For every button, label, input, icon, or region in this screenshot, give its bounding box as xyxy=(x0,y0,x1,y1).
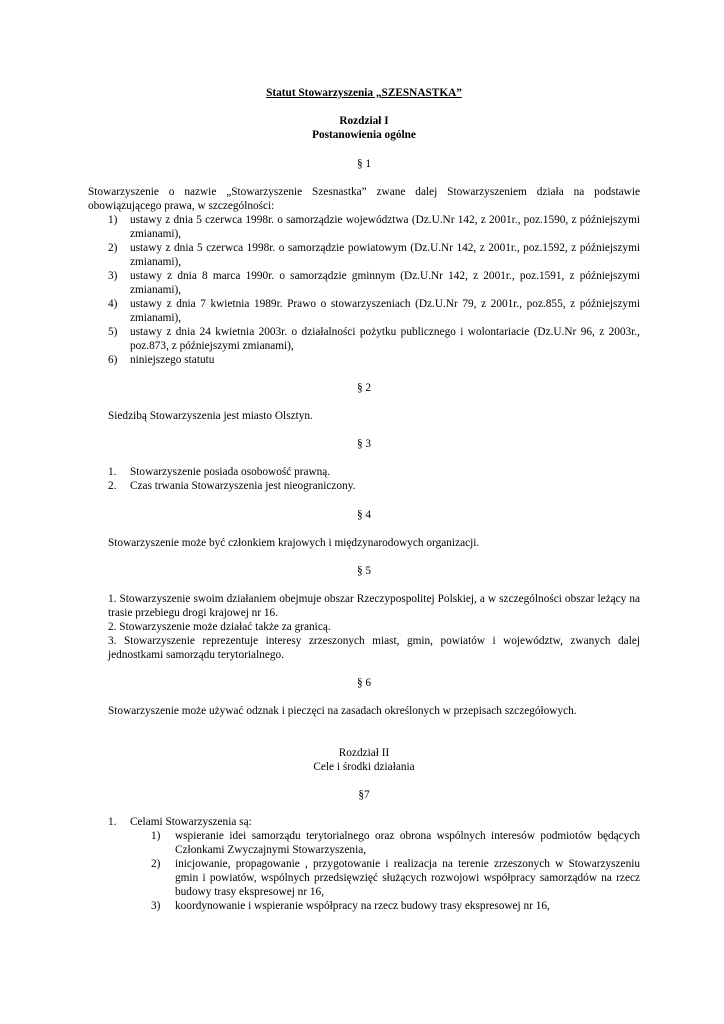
section-5-paragraph: 2. Stowarzyszenie może działać także za granicą. xyxy=(108,621,331,633)
section-6-text: Stowarzyszenie może używać odznak i pieczęci na zasadach określonych w przepisach szczegółowych. xyxy=(108,705,577,717)
item-text: inicjowanie, propagowanie , przygotowanie i realizacja na terenie zrzeszonych w Stowarzyszeniu gmin i powiatów, wspólnych przedsięwzięć służących rozwojowi współpracy samorządów na rzecz budowy trasy ekspresowej nr 16, xyxy=(175,858,640,899)
section-1-item xyxy=(108,269,640,297)
section-1-intro: Stowarzyszenie o nazwie „Stowarzyszenie Szesnastka” zwane dalej Stowarzyszeniem działa na podstawie obowiązującego prawa, w szczególności: xyxy=(88,186,640,213)
item-number: 1) xyxy=(108,214,118,226)
section-6-mark: § 6 xyxy=(356,677,372,689)
section-7-subitem xyxy=(151,857,640,900)
item-text: ustawy z dnia 24 kwietnia 2003r. o działalności pożytku publicznego i wolontariacie (Dz.U.Nr 96, z 2003r., poz.873, z późniejszymi zmianami), xyxy=(130,326,640,353)
item-text: ustawy z dnia 7 kwietnia 1989r. Prawo o stowarzyszeniach (Dz.U.Nr 79, z 2001r., poz.855, z późniejszymi zmianami), xyxy=(130,298,640,325)
section-4-mark: § 4 xyxy=(356,509,372,521)
section-7-item xyxy=(108,815,640,829)
item-text: ustawy z dnia 5 czerwca 1998r. o samorządzie województwa (Dz.U.Nr 142, z 2001r., poz.1590, z późniejszymi zmianami), xyxy=(130,214,640,241)
section-1-item xyxy=(108,297,640,325)
chapter-1-subheading: Postanowienia ogólne xyxy=(312,129,416,141)
section-2-text: Siedzibą Stowarzyszenia jest miasto Olsztyn. xyxy=(108,410,313,422)
section-1-item xyxy=(108,353,640,367)
item-number: 3) xyxy=(151,900,161,912)
section-2-mark: § 2 xyxy=(356,382,372,394)
item-number: 2) xyxy=(151,858,161,870)
item-text: ustawy z dnia 8 marca 1990r. o samorządzie gminnym (Dz.U.Nr 142, z 2001r., poz.1591, z późniejszymi zmianami), xyxy=(130,270,640,297)
chapter-2-heading: Rozdział II xyxy=(338,747,390,759)
section-5-paragraph: 1. Stowarzyszenie swoim działaniem obejmuje obszar Rzeczypospolitej Polskiej, a w szczególności obszar leżący na trasie przebiegu drogi krajowej nr 16. xyxy=(108,593,640,620)
item-number: 6) xyxy=(108,354,118,366)
section-1-item xyxy=(108,325,640,353)
section-7-subitem xyxy=(151,899,640,913)
chapter-2-subheading: Cele i środki działania xyxy=(313,761,415,773)
item-text: niniejszego statutu xyxy=(130,354,215,366)
item-number: 4) xyxy=(108,298,118,310)
item-number: 1. xyxy=(108,816,117,828)
chapter-1-heading: Rozdział I xyxy=(339,115,389,127)
section-4-text: Stowarzyszenie może być członkiem krajowych i międzynarodowych organizacji. xyxy=(108,537,480,549)
document-title: Statut Stowarzyszenia „SZESNASTKA” xyxy=(266,87,462,99)
item-text: Czas trwania Stowarzyszenia jest nieograniczony. xyxy=(130,480,356,492)
section-7-mark: §7 xyxy=(358,789,370,801)
section-5-mark: § 5 xyxy=(356,565,372,577)
section-3-mark: § 3 xyxy=(356,438,372,450)
section-1-item xyxy=(108,213,640,241)
section-1-mark: § 1 xyxy=(356,158,372,170)
item-number: 2) xyxy=(108,242,118,254)
item-number: 5) xyxy=(108,326,118,338)
section-3-item xyxy=(108,479,640,493)
section-1-item xyxy=(108,241,640,269)
item-text: Celami Stowarzyszenia są: xyxy=(130,816,252,828)
item-text: koordynowanie i wspieranie współpracy na rzecz budowy trasy ekspresowej nr 16, xyxy=(175,900,550,912)
item-text: wspieranie idei samorządu terytorialnego oraz obrona wspólnych interesów podmiotów będących Członkami Zwyczajnymi Stowarzyszenia, xyxy=(175,830,640,857)
section-3-item xyxy=(108,465,640,479)
item-text: ustawy z dnia 5 czerwca 1998r. o samorządzie powiatowym (Dz.U.Nr 142, z 2001r., poz.1592, z późniejszymi zmianami), xyxy=(130,242,640,269)
section-7-subitem xyxy=(151,829,640,857)
item-number: 1) xyxy=(151,830,161,842)
section-5-paragraph: 3. Stowarzyszenie reprezentuje interesy zrzeszonych miast, gmin, powiatów i województw, zwanych dalej jednostkami samorządu terytorialnego. xyxy=(108,635,640,662)
item-number: 2. xyxy=(108,480,117,492)
item-number: 1. xyxy=(108,466,117,478)
item-number: 3) xyxy=(108,270,118,282)
item-text: Stowarzyszenie posiada osobowość prawną. xyxy=(130,466,331,478)
